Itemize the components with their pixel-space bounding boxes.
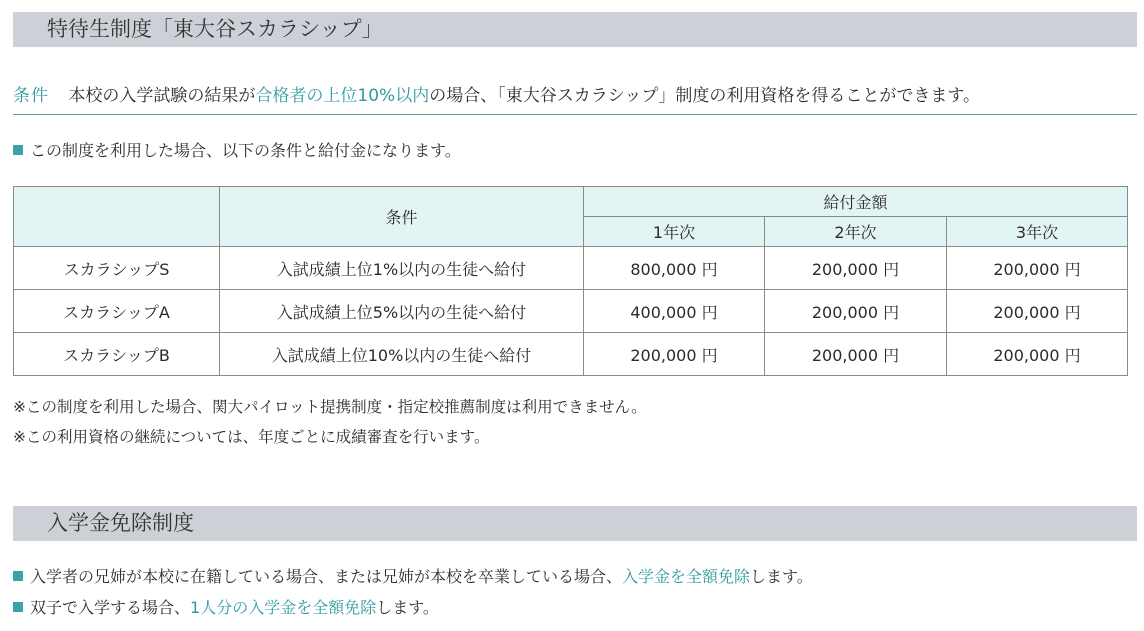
header-blank	[14, 187, 220, 247]
header-condition: 条件	[220, 187, 584, 247]
header-amount: 給付金額	[584, 187, 1128, 217]
header-year-3: 3年次	[947, 217, 1128, 247]
item-highlight: 入学金を全額免除	[622, 567, 751, 586]
row-condition: 入試成績上位10%以内の生徒へ給付	[220, 333, 584, 376]
condition-row	[13, 82, 1137, 115]
table-row	[14, 247, 1128, 290]
section-header-admission-fee	[13, 506, 1137, 541]
header-year-1: 1年次	[584, 217, 765, 247]
row-name: スカラシップB	[14, 333, 220, 376]
section-title: 入学金免除制度	[47, 511, 194, 535]
item-text-before: 双子で入学する場合、	[30, 598, 191, 617]
header-year-2: 2年次	[765, 217, 947, 247]
row-condition: 入試成績上位1%以内の生徒へ給付	[220, 247, 584, 290]
bullet-text: この制度を利用した場合、以下の条件と給付金になります。	[30, 141, 461, 160]
square-bullet-icon	[13, 571, 23, 581]
row-year-3: 200,000 円	[947, 290, 1128, 333]
row-year-3: 200,000 円	[947, 333, 1128, 376]
item-text-after: します。	[750, 567, 813, 586]
condition-highlight: 合格者の上位10%以内	[255, 86, 430, 106]
row-name: スカラシップA	[14, 290, 220, 333]
row-year-1: 400,000 円	[584, 290, 765, 333]
item-text-before: 入学者の兄姉が本校に在籍している場合、または兄姉が本校を卒業している場合、	[30, 567, 623, 586]
section-header-scholarship	[13, 12, 1137, 47]
note-1: ※この制度を利用した場合、関大パイロット提携制度・指定校推薦制度は利用できません。	[13, 398, 647, 416]
row-condition: 入試成績上位5%以内の生徒へ給付	[220, 290, 584, 333]
bullet-intro	[13, 140, 461, 162]
row-year-2: 200,000 円	[765, 247, 947, 290]
item-highlight: 1人分の入学金を全額免除	[190, 598, 377, 617]
square-bullet-icon	[13, 602, 23, 612]
row-name: スカラシップS	[14, 247, 220, 290]
condition-label: 条件	[13, 86, 49, 106]
table-row	[14, 333, 1128, 376]
row-year-1: 800,000 円	[584, 247, 765, 290]
row-year-3: 200,000 円	[947, 247, 1128, 290]
item-text-after: します。	[376, 598, 439, 617]
row-year-1: 200,000 円	[584, 333, 765, 376]
table-header-row	[14, 187, 1128, 217]
list-item	[13, 566, 813, 588]
row-year-2: 200,000 円	[765, 333, 947, 376]
condition-text-after: の場合、「東大谷スカラシップ」制度の利用資格を得ることができます。	[429, 86, 981, 106]
note-2: ※この利用資格の継続については、年度ごとに成績審査を行います。	[13, 428, 490, 446]
scholarship-table	[13, 186, 1128, 376]
list-item	[13, 597, 439, 619]
row-year-2: 200,000 円	[765, 290, 947, 333]
table-row	[14, 290, 1128, 333]
square-bullet-icon	[13, 145, 23, 155]
condition-text-before: 本校の入学試験の結果が	[68, 86, 256, 106]
section-title: 特待生制度「東大谷スカラシップ」	[47, 17, 383, 41]
